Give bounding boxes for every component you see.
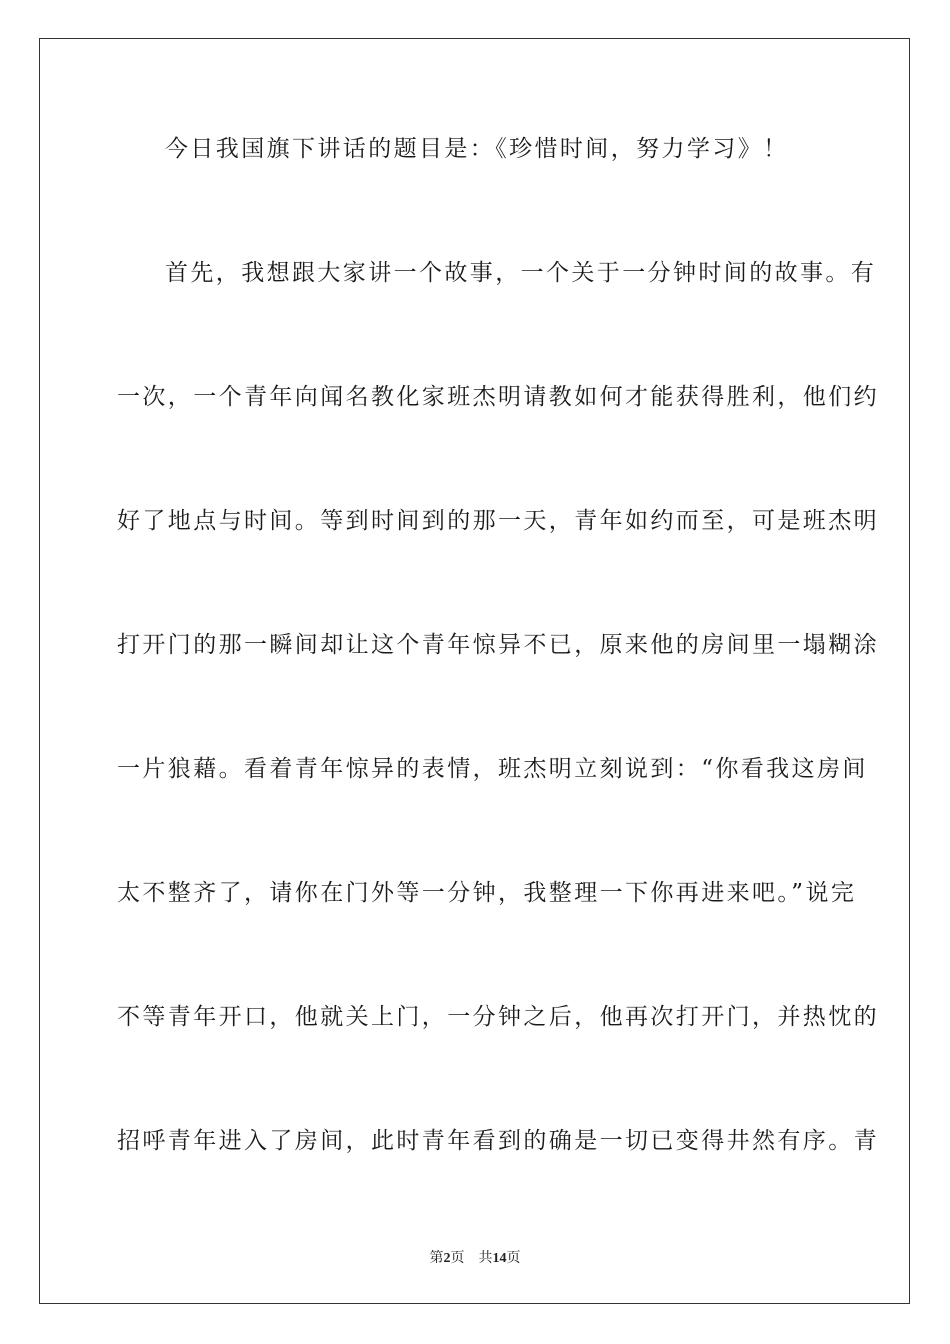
- total-suffix: 页: [506, 1251, 521, 1266]
- page-prefix: 第: [429, 1251, 444, 1266]
- paragraph-line: 招呼青年进入了房间，此时青年看到的确是一切已变得井然有序。青: [117, 1128, 879, 1154]
- paragraph-line: 首先，我想跟大家讲一个故事，一个关于一分钟时间的故事。有: [165, 260, 877, 286]
- speech-title-line: 今日我国旗下讲话的题目是：《珍惜时间，努力学习》！: [165, 136, 789, 162]
- paragraph-line: 好了地点与时间。等到时间到的那一天，青年如约而至，可是班杰明: [117, 508, 879, 534]
- page-number: 2: [443, 1251, 451, 1266]
- page-suffix: 页: [450, 1251, 465, 1266]
- paragraph-line: 太不整齐了，请你在门外等一分钟，我整理一下你再进来吧。”说完: [117, 880, 857, 906]
- total-prefix: 共: [478, 1251, 493, 1266]
- paragraph-line: 一次，一个青年向闻名教化家班杰明请教如何才能获得胜利，他们约: [117, 384, 879, 410]
- paragraph-line: 打开门的那一瞬间却让这个青年惊异不已，原来他的房间里一塌糊涂: [117, 632, 879, 658]
- paragraph-line: 不等青年开口，他就关上门，一分钟之后，他再次打开门，并热忱的: [117, 1004, 879, 1030]
- page-footer: [0, 1247, 950, 1267]
- total-pages: 14: [492, 1251, 507, 1266]
- paragraph-line: 一片狼藉。看着青年惊异的表情，班杰明立刻说到：“你看我这房间: [117, 756, 868, 782]
- page-border: [39, 38, 910, 1304]
